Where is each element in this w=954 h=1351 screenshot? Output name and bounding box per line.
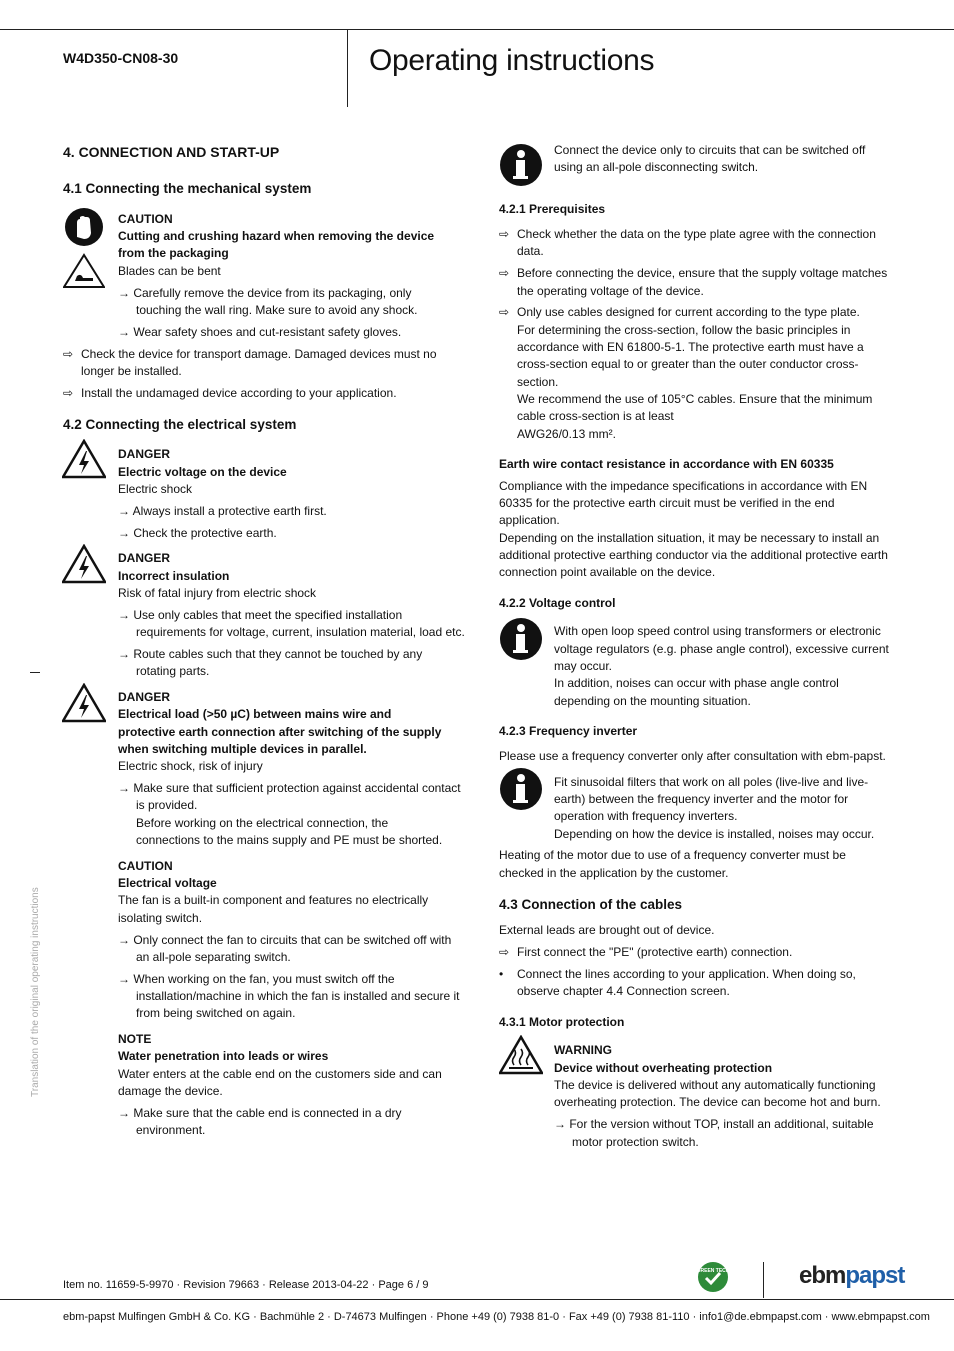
info-icon	[499, 617, 543, 661]
warning-action-cont: motor protection switch.	[572, 1135, 699, 1149]
prereq-item: Check whether the data on the type plate agree with the connection	[517, 227, 876, 241]
check-arrow-icon: ⇨	[499, 266, 510, 280]
electric-hazard-icon	[62, 439, 106, 479]
earth-text: Depending on the installation situation, it may be necessary to install an	[499, 531, 880, 545]
note-action-cont: environment.	[136, 1123, 206, 1137]
danger-label: DANGER	[118, 447, 171, 461]
danger-label: DANGER	[118, 690, 171, 704]
danger-title: Electric voltage on the device	[118, 465, 287, 479]
caution-label: CAUTION	[118, 212, 173, 226]
danger-action: → Route cables such that they cannot be touched by any	[118, 647, 423, 661]
danger-action: → Check the protective earth.	[118, 526, 277, 540]
cables-text: External leads are brought out of device.	[499, 923, 715, 937]
prereq-item-cont: AWG26/0.13 mm².	[517, 427, 616, 441]
voltage-text: In addition, noises can occur with phase angle control	[554, 676, 839, 690]
ebmpapst-logo	[799, 1262, 904, 1290]
prereq-item-cont: For determining the cross-section, follow the basic principles in	[517, 323, 851, 337]
check-arrow-icon: ⇨	[499, 305, 510, 319]
prereq-item: Before connecting the device, ensure that the supply voltage matches	[517, 266, 888, 280]
caution-text: isolating switch.	[118, 911, 203, 925]
note-action: → Make sure that the cable end is connected in a dry	[118, 1106, 402, 1120]
note-label: NOTE	[118, 1032, 152, 1046]
caution-action: → Carefully remove the device from its packaging, only	[118, 286, 412, 300]
caution-action-cont: installation/machine in which the fan is installed and secure it	[136, 989, 460, 1003]
section-4-1-heading: 4.1 Connecting the mechanical system	[63, 181, 312, 196]
logo-papst: papst	[845, 1262, 905, 1289]
inverter-text: earth) between the frequency inverter and the motor for	[554, 792, 849, 806]
danger-title-cont: protective earth connection after switching of the supply	[118, 725, 442, 739]
check-item: Check the device for transport damage. Damaged devices must no	[81, 347, 437, 361]
danger-action: → Always install a protective earth first.	[118, 504, 327, 518]
danger-action: → Use only cables that meet the specified installation	[118, 608, 403, 622]
earth-text: application.	[499, 513, 560, 527]
warning-text: overheating protection. The device can become hot and burn.	[554, 1095, 881, 1109]
warning-title: Device without overheating protection	[554, 1061, 773, 1075]
earth-text: connection point available on the device.	[499, 565, 716, 579]
electric-hazard-icon	[62, 544, 106, 584]
caution-text: The fan is a built-in component and features no electrically	[118, 893, 429, 907]
prereq-item: Only use cables designed for current according to the type plate.	[517, 305, 860, 319]
section-4-2-1-heading: 4.2.1 Prerequisites	[499, 202, 606, 216]
info-text: using an all-pole disconnecting switch.	[554, 160, 759, 174]
check-item-cont: longer be installed.	[81, 364, 182, 378]
footer-address: ebm-papst Mulfingen GmbH & Co. KG · Bachmühle 2 · D-74673 Mulfingen · Phone +49 (0) 7938 81-0 · Fax +49 (0) 7938 81-110 · info1@de.ebmpapst.com · www.ebmpapst.com	[63, 1311, 930, 1323]
header-divider	[347, 29, 348, 107]
info-text: Connect the device only to circuits that can be switched off	[554, 143, 866, 157]
danger-sub: Risk of fatal injury from electric shock	[118, 586, 317, 600]
warning-action: → For the version without TOP, install an additional, suitable	[554, 1117, 874, 1131]
note-text: Water enters at the cable end on the customers side and can	[118, 1067, 442, 1081]
check-arrow-icon: ⇨	[63, 347, 74, 361]
info-icon	[499, 767, 543, 811]
danger-title: Incorrect insulation	[118, 569, 230, 583]
caution-action-cont: touching the wall ring. Make sure to avoid any shock.	[136, 303, 418, 317]
voltage-text: With open loop speed control using transformers or electronic	[554, 624, 881, 638]
earth-heading: Earth wire contact resistance in accordance with EN 60335	[499, 457, 834, 471]
inverter-text: Depending on how the device is installed, noises may occur.	[554, 827, 875, 841]
earth-text: 60335 for the protective earth circuit must be verified in the end	[499, 496, 835, 510]
page-title: Operating instructions	[369, 44, 655, 77]
badge-text: GREEN TECH	[697, 1268, 729, 1274]
earth-text: additional protective earthing conductor via the additional protective earth	[499, 548, 888, 562]
caution-action-cont: from being switched on again.	[136, 1006, 296, 1020]
danger-action-cont: is provided.	[136, 798, 198, 812]
section-4-3-heading: 4.3 Connection of the cables	[499, 897, 683, 912]
inverter-text: Fit sinusoidal filters that work on all poles (live-live and live-	[554, 775, 869, 789]
warning-label: WARNING	[554, 1043, 612, 1057]
check-arrow-icon: ⇨	[499, 227, 510, 241]
inverter-text: Heating of the motor due to use of a frequency converter must be	[499, 848, 846, 862]
gloves-icon	[63, 207, 105, 247]
danger-action: → Make sure that sufficient protection against accidental contact	[118, 781, 461, 795]
check-arrow-icon: ⇨	[499, 945, 510, 959]
danger-label: DANGER	[118, 551, 171, 565]
green-tech-badge-icon	[697, 1261, 729, 1293]
note-title: Water penetration into leads or wires	[118, 1049, 329, 1063]
hot-surface-icon	[499, 1035, 543, 1075]
crushing-hazard-icon	[63, 253, 105, 289]
voltage-text: voltage regulators (e.g. phase angle control), excessive current	[554, 642, 889, 656]
danger-action-cont: rotating parts.	[136, 664, 210, 678]
section-4-2-3-heading: 4.2.3 Frequency inverter	[499, 724, 638, 738]
prereq-item-cont: We recommend the use of 105°C cables. Ensure that the minimum	[517, 392, 873, 406]
cables-item-cont: observe chapter 4.4 Connection screen.	[517, 984, 730, 998]
earth-text: Compliance with the impedance specifications in accordance with EN	[499, 479, 868, 493]
caution-label: CAUTION	[118, 859, 173, 873]
section-4-heading: 4. CONNECTION AND START-UP	[63, 144, 280, 160]
inverter-text: operation with frequency inverters.	[554, 809, 738, 823]
prereq-item-cont: the operating voltage of the device.	[517, 284, 704, 298]
margin-mark	[30, 672, 40, 673]
danger-title-cont: when switching multiple devices in parallel.	[118, 742, 367, 756]
footer-divider	[763, 1262, 764, 1298]
danger-action-cont: connections to the mains supply and PE must be shorted.	[136, 833, 443, 847]
danger-sub: Electric shock, risk of injury	[118, 759, 263, 773]
cables-item: First connect the "PE" (protective earth) connection.	[517, 945, 793, 959]
caution-action-cont: an all-pole separating switch.	[136, 950, 291, 964]
danger-sub: Electric shock	[118, 482, 193, 496]
caution-title: Electrical voltage	[118, 876, 217, 890]
inverter-text: checked in the application by the customer.	[499, 866, 729, 880]
section-4-3-1-heading: 4.3.1 Motor protection	[499, 1015, 625, 1029]
caution-action: → Wear safety shoes and cut-resistant safety gloves.	[118, 325, 402, 339]
prereq-item-cont: accordance with EN 61800-5-1. The protective earth must have a	[517, 340, 864, 354]
header-top-rule	[0, 29, 954, 30]
check-item: Install the undamaged device according to your application.	[81, 386, 397, 400]
caution-action: → Only connect the fan to circuits that can be switched off with	[118, 933, 452, 947]
model-number: W4D350-CN08-30	[63, 50, 179, 66]
inverter-text: Please use a frequency converter only after consultation with ebm-papst.	[499, 749, 886, 763]
electric-hazard-icon	[62, 683, 106, 723]
prereq-item-cont: section.	[517, 375, 559, 389]
info-icon	[499, 143, 543, 187]
caution-title: Cutting and crushing hazard when removing the device	[118, 229, 435, 243]
prereq-item-cont: cable cross-section is at least	[517, 409, 674, 423]
danger-action-cont: requirements for voltage, current, insulation material, load etc.	[136, 625, 465, 639]
logo-ebm: ebm	[799, 1262, 846, 1289]
bullet-icon: •	[499, 967, 504, 981]
cables-item: Connect the lines according to your application. When doing so,	[517, 967, 856, 981]
caution-action: → When working on the fan, you must switch off the	[118, 972, 395, 986]
note-text: damage the device.	[118, 1084, 223, 1098]
caution-sub: Blades can be bent	[118, 264, 221, 278]
footer-item-info: Item no. 11659-5-9970 · Revision 79663 · Release 2013-04-22 · Page 6 / 9	[63, 1279, 429, 1291]
warning-text: The device is delivered without any automatically functioning	[554, 1078, 876, 1092]
section-4-2-heading: 4.2 Connecting the electrical system	[63, 417, 297, 432]
section-4-2-2-heading: 4.2.2 Voltage control	[499, 596, 616, 610]
voltage-text: may occur.	[554, 659, 613, 673]
danger-action-cont: Before working on the electrical connection, the	[136, 816, 389, 830]
prereq-item-cont: cross-section equal to or greater than the outer conductor cross-	[517, 357, 859, 371]
check-arrow-icon: ⇨	[63, 386, 74, 400]
voltage-text: depending on the mounting situation.	[554, 694, 751, 708]
sidebar-note: Translation of the original operating instructions	[30, 887, 41, 1097]
danger-title: Electrical load (>50 µC) between mains wire and	[118, 707, 392, 721]
footer-rule	[0, 1299, 954, 1300]
caution-title-cont: from the packaging	[118, 246, 229, 260]
prereq-item-cont: data.	[517, 244, 544, 258]
